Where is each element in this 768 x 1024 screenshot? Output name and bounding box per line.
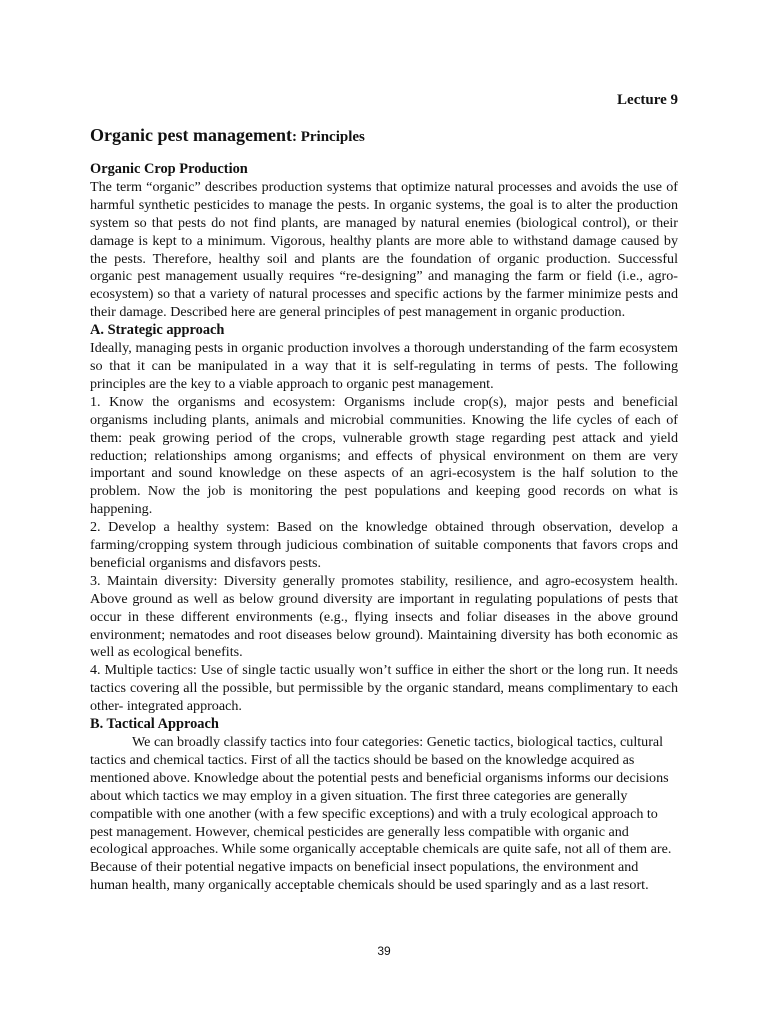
- lecture-label: Lecture 9: [617, 92, 678, 108]
- heading-organic-crop-production: Organic Crop Production: [90, 161, 248, 177]
- list-item-know-organisms: 1. Know the organisms and ecosystem: Organisms include crop(s), major pests and beneficial organisms including plants, animals and microbial communities. Knowing the life cycles of each of them: peak growing period of the crops, vulnerable growth stage regarding pest attack and yield reduction; relationships among organisms; and effects of physical environment on them are very important and sound knowledge on these aspects of an agri-ecosystem is the half solution to the problem. Now the job is monitoring the pest populations and keeping good records on what is happening.: [90, 393, 678, 518]
- document-body: [90, 161, 678, 895]
- list-item-multiple-tactics: 4. Multiple tactics: Use of single tactic usually won’t suffice in either the short or the long run. It needs tactics covering all the possible, but permissible by the organic standard, means complimentary to each other- integrated approach.: [90, 662, 678, 715]
- heading-tactical-approach: B. Tactical Approach: [90, 716, 219, 733]
- title-main: Organic pest management: [90, 125, 292, 145]
- list-item-healthy-system: 2. Develop a healthy system: Based on the knowledge obtained through observation, develop a farming/cropping system through judicious combination of suitable components that favors crops and beneficial organisms and disfavors pests.: [90, 519, 678, 571]
- paragraph-organic-crop-production: The term “organic” describes production systems that optimize natural processes and avoids the use of harmful synthetic pesticides to manage the pests. In organic systems, the goal is to alter the production system so that pests do not find plants, are managed by natural enemies (biological control), or their damage is kept to a minimum. Vigorous, healthy plants are more able to withstand damage caused by the pests. Therefore, healthy soil and plants are the foundation of organic production. Successful organic pest management usually requires “re-designing” and managing the farm or field (i.e., agro-ecosystem) so that a variety of natural processes and specific actions by the farmer minimize pests and their damage. Described here are general principles of pest management in organic production.: [90, 178, 678, 321]
- paragraph-strategic-intro: Ideally, managing pests in organic production involves a thorough understanding of the farm ecosystem so that it can be manipulated in a way that it is self-regulating in terms of pests. The following principles are the key to a viable approach to organic pest management.: [90, 340, 678, 392]
- page-title: [90, 125, 365, 146]
- paragraph-tactical-approach: We can broadly classify tactics into four categories: Genetic tactics, biological tactics, cultural tactics and chemical tactics. First of all the tactics should be based on the knowledge acquired as mentioned above. Knowledge about the potential pests and beneficial organisms informs our decisions about which tactics we may employ in a given situation. The first three categories are generally compatible with one another (with a few specific exceptions) and with a truly ecological approach to pest management. However, chemical pesticides are generally less compatible with organic and ecological approaches. While some organically acceptable chemicals are quite safe, not all of them are. Because of their potential negative impacts on beneficial insect populations, the environment and human health, many organically acceptable chemicals should be used sparingly and as a last resort.: [90, 734, 672, 894]
- page-number: 39: [377, 944, 391, 958]
- heading-strategic-approach: A. Strategic approach: [90, 322, 225, 339]
- list-item-maintain-diversity: 3. Maintain diversity: Diversity generally promotes stability, resilience, and agro-ecosystem health. Above ground as well as below ground diversity are important in regulating populations of pests that occur in these different environments (e.g., flying insects and foliar diseases in the above ground environment; nematodes and root diseases below ground). Maintaining diversity has both economic as well as ecological benefits.: [90, 572, 678, 661]
- title-sub: : Principles: [291, 129, 365, 145]
- document-page: [90, 0, 678, 1024]
